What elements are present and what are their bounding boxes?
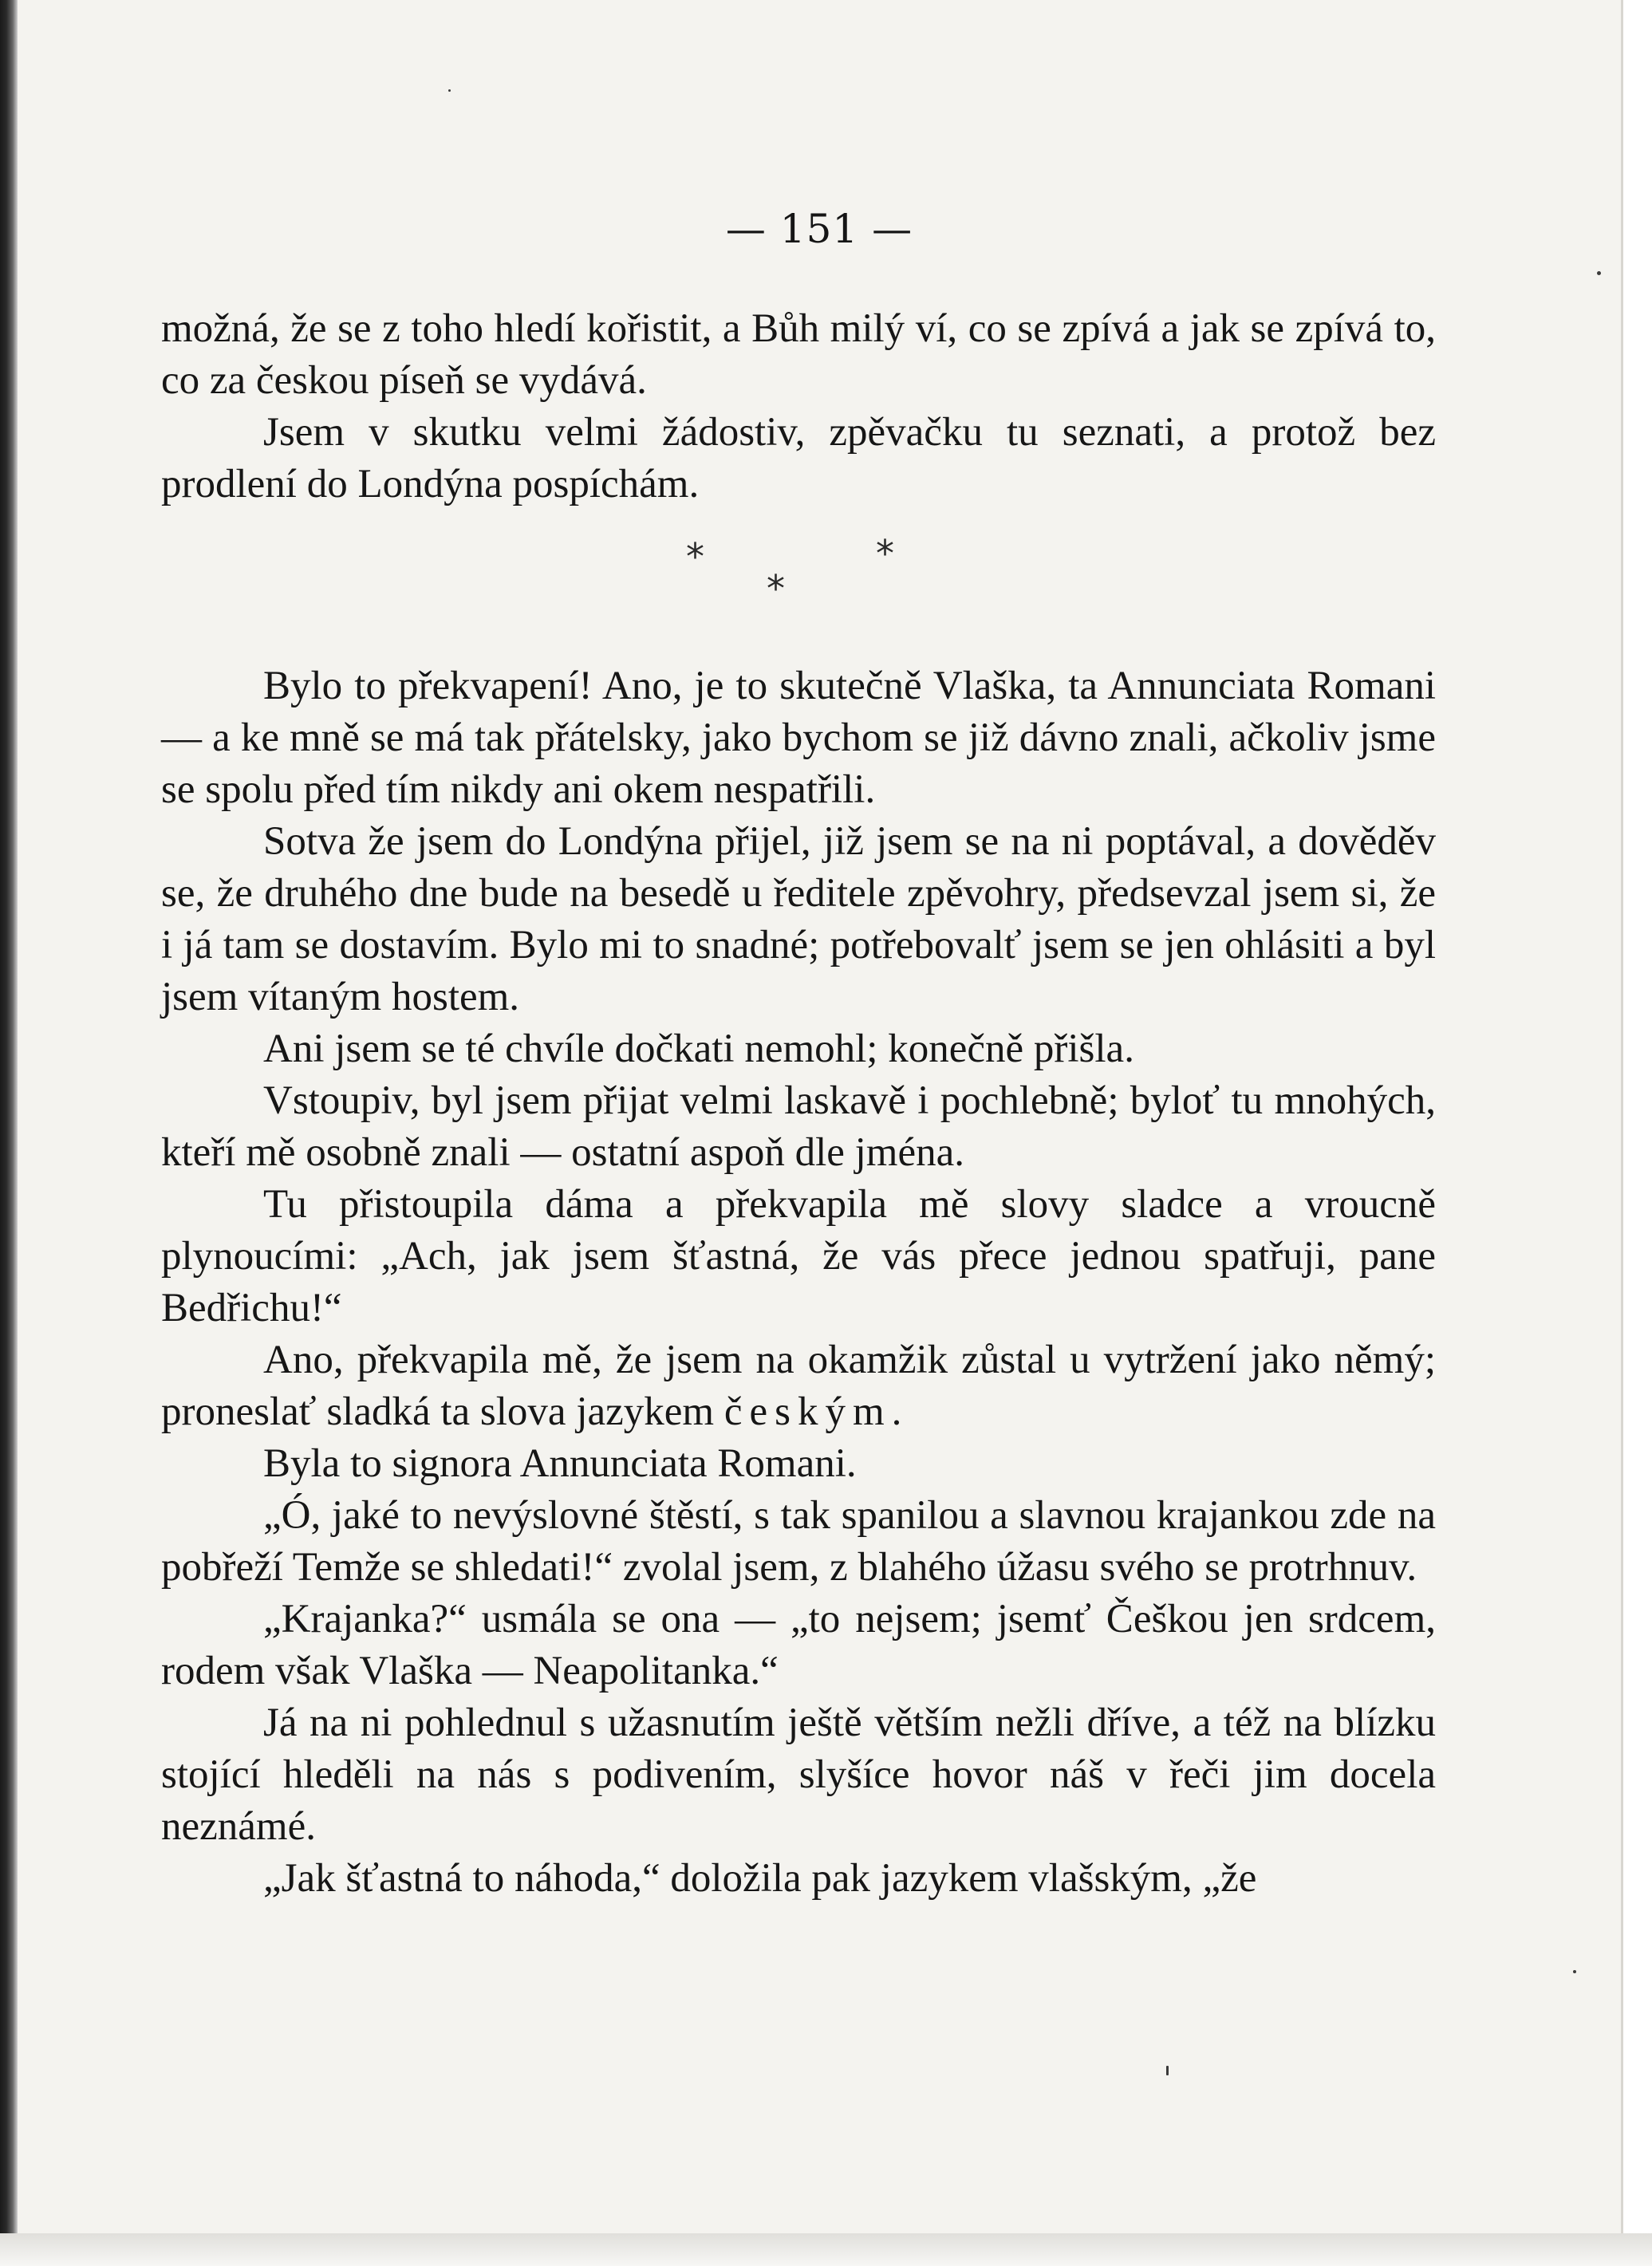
paragraph-8-mid: ť sladká ta slova jazykem	[298, 1389, 724, 1434]
paragraph-11: „Krajanka?“ usmála se ona — „to nejsem; jsemť Češkou jen srdcem, rodem však Vlaška — Neapolitanka.“	[161, 1597, 1436, 1693]
emphasized-word: českým	[723, 1389, 892, 1434]
scan-bottom-edge	[0, 2233, 1652, 2266]
paragraph-1: možná, že se z toho hledí kořistit, a Bůh milý ví, co se zpívá a jak se zpívá to, co za českou píseň se vydává.	[161, 306, 1436, 403]
asterisk-right: *	[876, 532, 894, 575]
paragraph-8	[161, 1334, 1436, 1438]
body-text	[161, 303, 1436, 1905]
asterisk-left: *	[686, 535, 704, 578]
section-break-asterism	[161, 526, 1436, 644]
paragraph-8-end: .	[891, 1389, 902, 1434]
scan-speck	[1573, 1970, 1576, 1973]
paragraph-6: Vstoupiv, byl jsem přijat velmi laskavě i pochlebně; byloť tu mnohých, kteří mě osobně znali — ostatní aspoň dle jména.	[161, 1078, 1436, 1175]
scan-speck	[1166, 2066, 1169, 2075]
scan-speck	[1597, 271, 1601, 275]
paragraph-3: Bylo to překvapení! Ano, je to skutečně Vlaška, ta Annunciata Romani — a ke mně se má tak přátelsky, jako bychom se již dávno znali, ačkoliv jsme se spolu před tím nikdy ani okem nespatřili.	[161, 664, 1436, 812]
paragraph-13: „Jak šťastná to náhoda,“ doložila pak jazykem vlašským, „že	[263, 1856, 1257, 1901]
paragraph-4: Sotva že jsem do Londýna přijel, již jsem se na ni poptával, a dověděv se, že druhého dne bude na besedě u ředitele zpěvohry, předsevzal jsem si, že i já tam se dostavím. Bylo mi to snadné; potřebovalť jsem se jen ohlásiti a byl jsem vítaným hostem.	[161, 819, 1436, 1019]
scan-speck	[448, 89, 451, 92]
asterisk-center: *	[767, 567, 785, 610]
paragraph-5: Ani jsem se té chvíle dočkati nemohl; konečně přišla.	[263, 1027, 1134, 1071]
paragraph-2: Jsem v skutku velmi žádostiv, zpěvačku tu seznati, a protož bez prodlení do Londýna pospíchám.	[161, 410, 1436, 506]
paragraph-10: „Ó, jaké to nevýslovné štěstí, s tak spanilou a slavnou krajankou zde na pobřeží Temže se shledati!“ zvolal jsem, z blahého úžasu svého se protrhnuv.	[161, 1493, 1436, 1590]
book-page	[18, 0, 1623, 2233]
paragraph-12: Já na ni pohlednul s užasnutím ještě větším nežli dříve, a též na blízku stojící hleděli na nás s podivením, slyšíce hovor náš v řeči jim docela neznámé.	[161, 1700, 1436, 1849]
paragraph-8-lead: Ano, překvapila mě, že jsem na okamžik zůstal u vytržení jako němý; pronesla	[161, 1338, 1436, 1434]
scan-left-edge	[0, 0, 18, 2266]
paragraph-9: Byla to signora Annunciata Romani.	[263, 1441, 857, 1486]
page-number: — 151 —	[725, 206, 913, 252]
paragraph-7: Tu přistoupila dáma a překvapila mě slovy sladce a vroucně plynoucími: „Ach, jak jsem šťastná, že vás přece jednou spatřuji, pane Bedřichu!“	[161, 1182, 1436, 1330]
